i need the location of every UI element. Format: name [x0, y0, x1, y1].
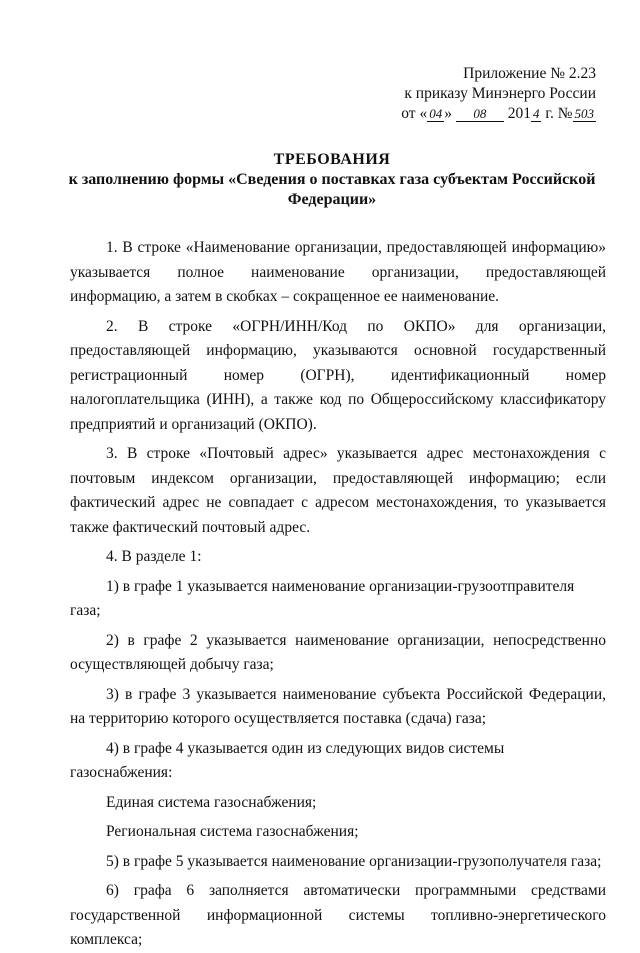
handwritten-month: 08 [456, 107, 504, 122]
document-title [60, 150, 604, 210]
appendix-date-line [401, 104, 596, 124]
handwritten-year-digit: 4 [532, 106, 540, 121]
handwritten-order-number: 503 [574, 106, 594, 121]
appendix-block [401, 64, 596, 124]
year-prefix: 201 [507, 105, 531, 122]
list-item-3: 3) в графе 3 указывается наименование субъекта Российской Федерации, на территорию которого осуществляется поставка (сдача) газа; [70, 685, 606, 727]
appendix-order-ref: к приказу Минэнерго России [404, 85, 596, 102]
year-suffix: г. № [541, 105, 573, 122]
system-type-regional: Региональная система газоснабжения; [106, 823, 359, 840]
paragraph-3: 3. В строке «Почтовый адрес» указывается адрес местонахождения с почтовым индексом организации, предоставляющей информацию; если фактический адрес не совпадает с адресом местонахождения, то указывается также фактический почтовый адрес. [70, 445, 606, 536]
date-prefix: от « [401, 105, 428, 122]
list-item-2: 2) в графе 2 указывается наименование организации, непосредственно осуществляющей добычу газа; [70, 631, 606, 673]
paragraph-1: 1. В строке «Наименование организации, предоставляющей информацию» указывается полное наименование организации, предоставляющей информацию, а затем в скобках – сокращенное ее наименование. [70, 239, 606, 305]
list-item-1: 1) в графе 1 указывается наименование организации-грузоотправителя газа; [70, 577, 575, 619]
paragraph-4: 4. В разделе 1: [106, 548, 202, 565]
handwritten-day: 04 [429, 106, 443, 121]
appendix-title: Приложение № 2.23 [463, 65, 596, 82]
system-type-unified: Единая система газоснабжения; [106, 793, 317, 811]
list-item-6: 6) графа 6 заполняется автоматически программными средствами государственной информационной системы топливно-энергетического комплекса; [70, 882, 606, 948]
paragraph-2: 2. В строке «ОГРН/ИНН/Код по ОКПО» для организации, предоставляющей информацию, указываются основной государственный регистрационный номер (ОГРН), идентификационный номер налогоплательщика (ИНН), а также код по Общероссийскому классификатору предприятий и организаций (ОКПО). [70, 317, 606, 433]
document-body [70, 236, 606, 953]
title-heading: ТРЕБОВАНИЯ [273, 151, 391, 168]
list-item-4: 4) в графе 4 указывается один из следующих видов системы газоснабжения: [70, 739, 505, 781]
title-subheading: к заполнению формы «Сведения о поставках газа субъектам Российской Федерации» [68, 171, 596, 208]
list-item-5: 5) в графе 5 указывается наименование организации-грузополучателя газа; [106, 852, 602, 870]
date-quote-close: » [444, 105, 452, 122]
